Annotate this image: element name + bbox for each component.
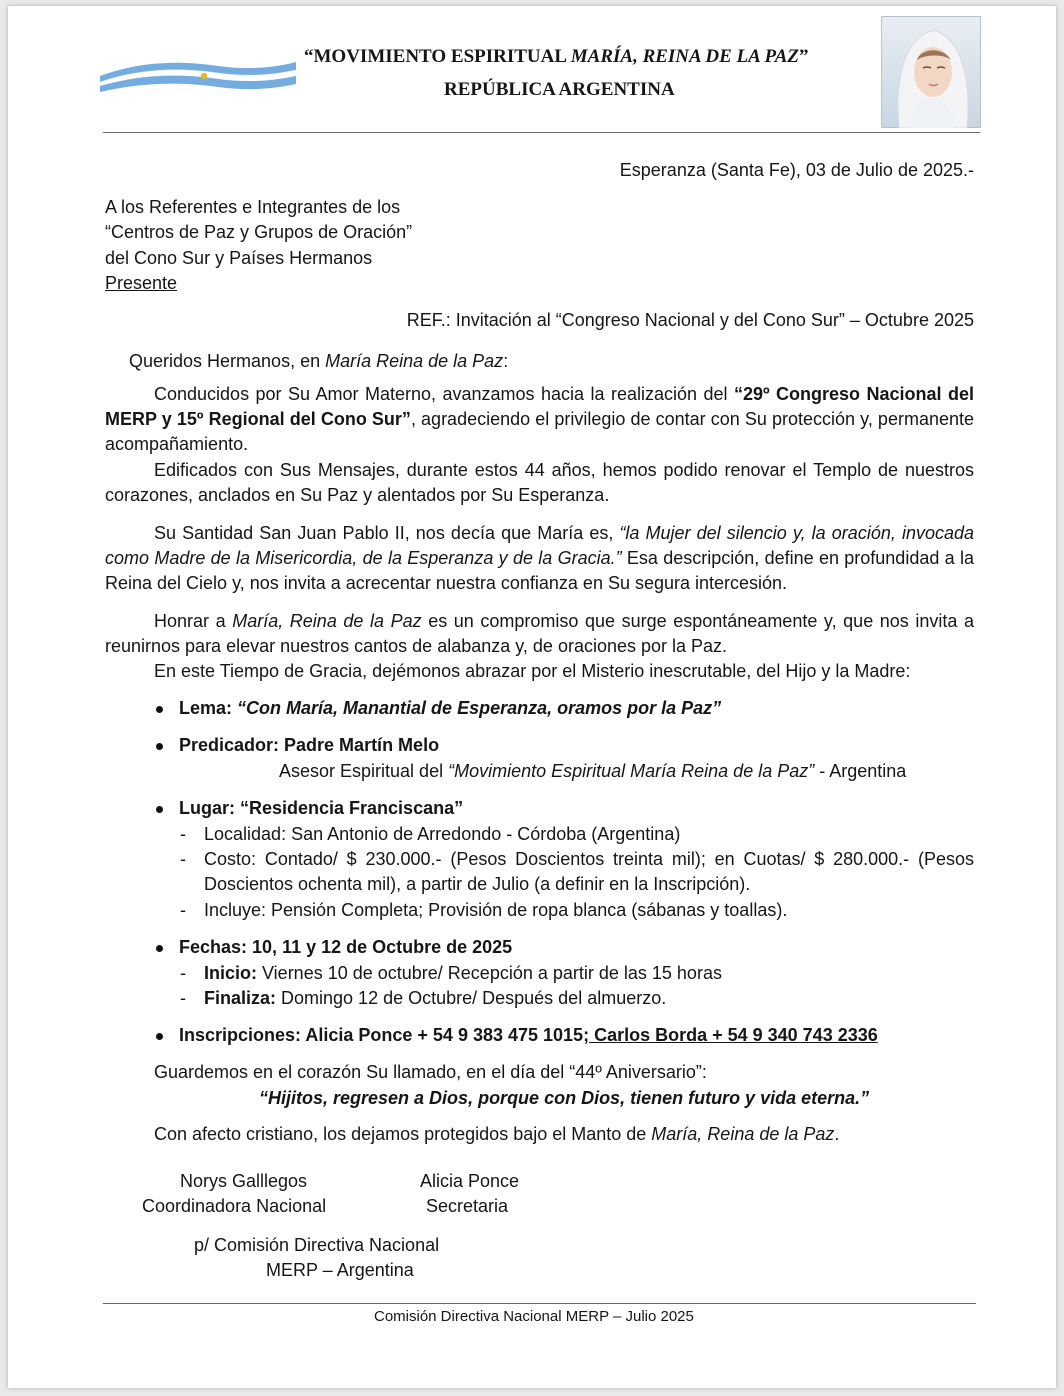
paragraph-3: Su Santidad San Juan Pablo II, nos decía que María es, “la Mujer del silencio y, la oración, invocada como Madre de la Misericordia, de la Esperanza y de la Gracia.” Esa descripción, define en profundidad a la Reina del Cielo y, nos invita a acrecentar nuestra confianza en Su segura intercesión. [105, 523, 974, 593]
greeting: Queridos Hermanos, en María Reina de la Paz: [129, 351, 509, 371]
footer-text: Comisión Directiva Nacional MERP – Julio 2025 [374, 1308, 694, 1325]
recipient-line-3: del Cono Sur y Países Hermanos [105, 248, 373, 268]
closing-line: Guardemos en el corazón Su llamado, en el día del “44º Aniversario”: [154, 1062, 707, 1082]
commission-line: p/ Comisión Directiva Nacional [194, 1235, 440, 1255]
lema-item: Lema: “Con María, Manantial de Esperanza, oramos por la Paz” [179, 698, 722, 718]
inicio-line: Inicio: Viernes 10 de octubre/ Recepción a partir de las 15 horas [204, 963, 722, 983]
signature-name-1: Norys Galllegos [180, 1171, 308, 1191]
recipient-line-1: A los Referentes e Integrantes de los [105, 197, 401, 217]
argentina-flag-logo [98, 56, 298, 92]
asesor-line: Asesor Espiritual del “Movimiento Espiritual María Reina de la Paz” - Argentina [279, 761, 907, 781]
org-line: MERP – Argentina [266, 1260, 414, 1280]
farewell-line: Con afecto cristiano, los dejamos protegidos bajo el Manto de María, Reina de la Paz. [154, 1124, 840, 1144]
bullet-icon [156, 743, 163, 750]
dash-icon: - [180, 963, 186, 983]
header-title: “MOVIMIENTO ESPIRITUAL MARÍA, REINA DE LA PAZ” [304, 46, 809, 67]
signature-name-2: Alicia Ponce [420, 1171, 520, 1191]
fechas-item: Fechas: 10, 11 y 12 de Octubre de 2025 [179, 937, 513, 957]
header-divider [103, 132, 980, 133]
virgin-mary-portrait [881, 16, 981, 128]
localidad-line: Localidad: San Antonio de Arredondo - Córdoba (Argentina) [204, 824, 681, 844]
paragraph-4: Honrar a María, Reina de la Paz es un compromiso que surge espontáneamente y, que nos invita a reunirnos para elevar nuestros cantos de alabanza y, de oraciones por la Paz. [105, 611, 974, 656]
inscripciones-item: Inscripciones: Alicia Ponce + 54 9 383 475 1015; Carlos Borda + 54 9 340 743 2336 [179, 1025, 878, 1045]
date-line: Esperanza (Santa Fe), 03 de Julio de 2025.- [619, 160, 974, 180]
finaliza-line: Finaliza: Domingo 12 de Octubre/ Después del almuerzo. [204, 988, 667, 1008]
dash-icon: - [180, 849, 186, 869]
footer-divider [103, 1303, 976, 1304]
bullet-icon [156, 945, 163, 952]
dash-icon: - [180, 824, 186, 844]
bullet-icon [156, 806, 163, 813]
bullet-icon [156, 1033, 163, 1040]
signature-role-1: Coordinadora Nacional [142, 1196, 327, 1216]
letter-page [8, 6, 1056, 1388]
costo-line: Costo: Contado/ $ 230.000.- (Pesos Doscientos treinta mil); en Cuotas/ $ 280.000.- (Pesos Doscientos ochenta mil), a partir de Julio (a definir en la Inscripción). [204, 849, 974, 894]
header-subtitle: REPÚBLICA ARGENTINA [444, 79, 675, 100]
signature-role-2: Secretaria [426, 1196, 509, 1216]
closing-quote: “Hijitos, regresen a Dios, porque con Dios, tienen futuro y vida eterna.” [259, 1088, 870, 1108]
presente-label: Presente [105, 273, 178, 293]
paragraph-1: Conducidos por Su Amor Materno, avanzamos hacia la realización del “29º Congreso Nacional del MERP y 15º Regional del Cono Sur”, agradeciendo el privilegio de contar con Su protección y, permanente acompañamiento. [105, 384, 974, 454]
recipient-line-2: “Centros de Paz y Grupos de Oración” [105, 222, 413, 242]
paragraph-2: Edificados con Sus Mensajes, durante estos 44 años, hemos podido renovar el Templo de nuestros corazones, anclados en Su Paz y alentados por Su Esperanza. [105, 460, 974, 505]
paragraph-5: En este Tiempo de Gracia, dejémonos abrazar por el Misterio inescrutable, del Hijo y la Madre: [154, 661, 911, 681]
predicador-item: Predicador: Padre Martín Melo [179, 735, 440, 755]
dash-icon: - [180, 988, 186, 1008]
bullet-icon [156, 706, 163, 713]
lugar-item: Lugar: “Residencia Franciscana” [179, 798, 464, 818]
incluye-line: Incluye: Pensión Completa; Provisión de ropa blanca (sábanas y toallas). [204, 900, 788, 920]
reference-line: REF.: Invitación al “Congreso Nacional y del Cono Sur” – Octubre 2025 [406, 310, 974, 330]
dash-icon: - [180, 900, 186, 920]
